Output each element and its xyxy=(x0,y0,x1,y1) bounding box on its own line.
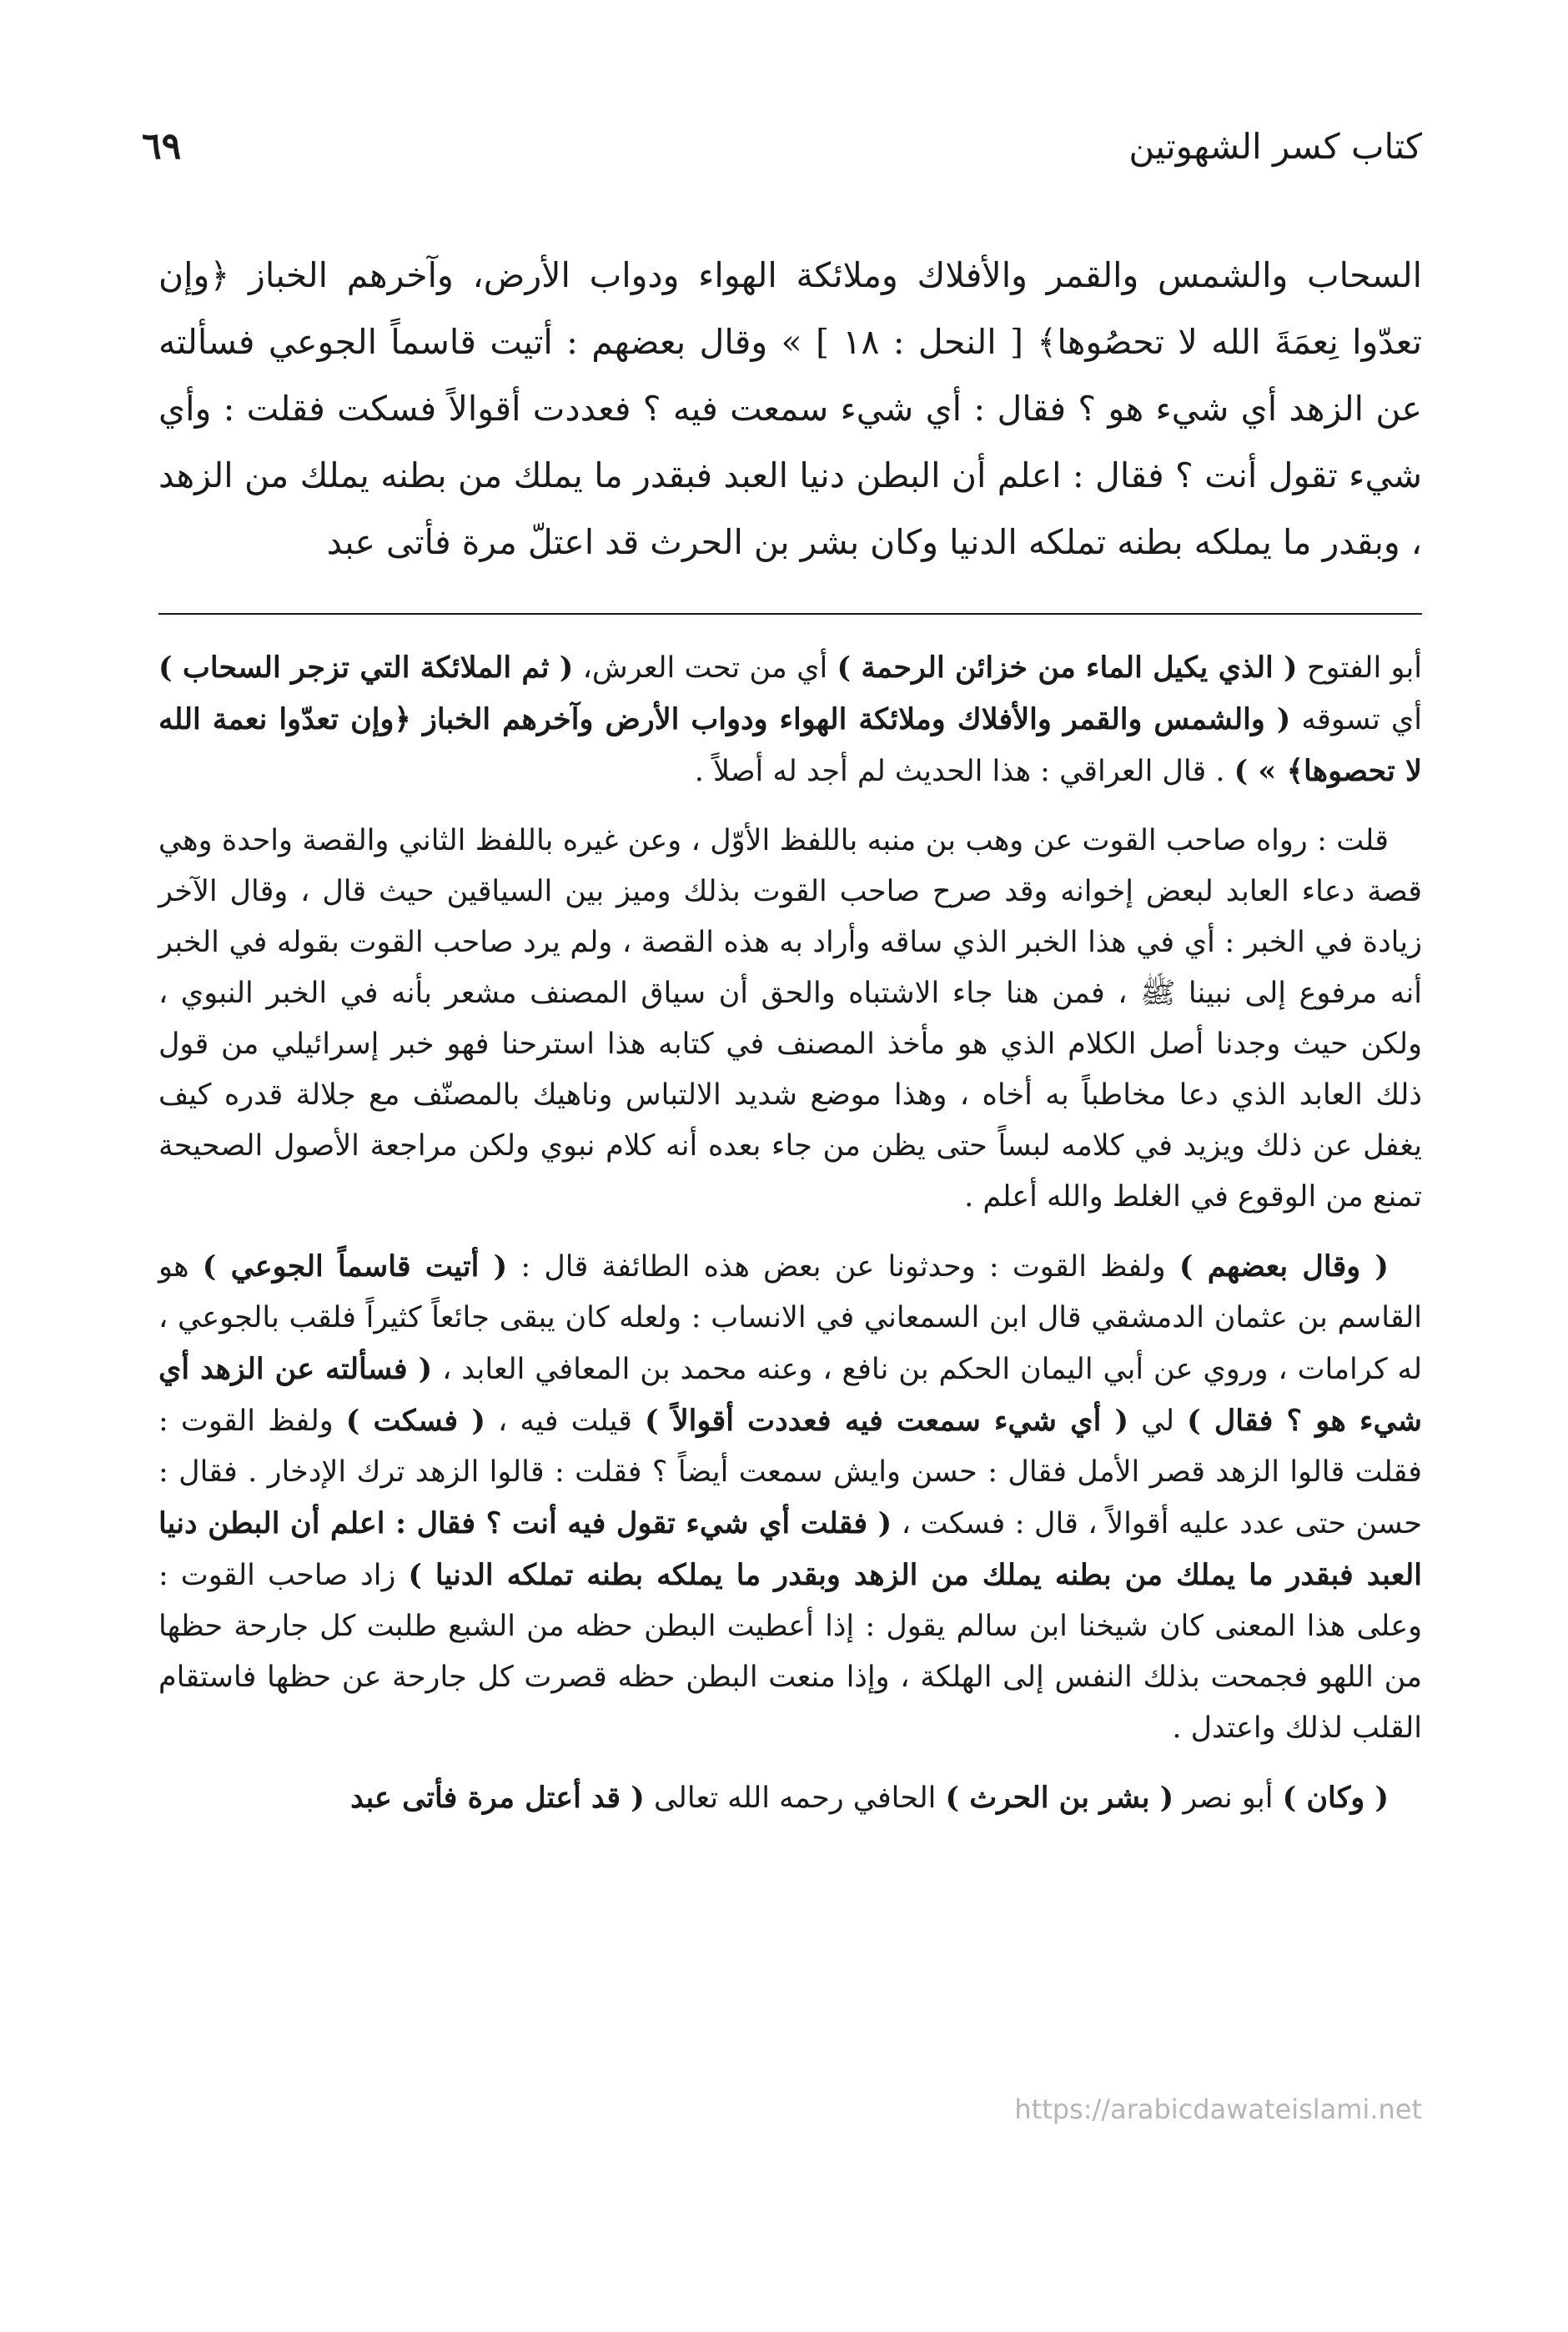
quoted-text: ( ثم الملائكة التي تزجر السحاب ) xyxy=(158,651,574,685)
watermark-url: https://arabicdawateislami.net xyxy=(1014,2093,1422,2125)
commentary-paragraph-3 xyxy=(158,1241,1422,1754)
main-paragraph: السحاب والشمس والقمر والأفلاك وملائكة الهواء ودواب الأرض، وآخرهم الخباز ﴿وإن تعدّوا نِعمَةَ الله لا تحصُوها﴾ [ النحل : ١٨ ] » وقال بعضهم : أتيت قاسماً الجوعي فسألته عن الزهد أي شيء هو ؟ فقال : أي شيء سمعت فيه ؟ فعددت أقوالاً فسكت فقلت : وأي شيء تقول أنت ؟ فقال : اعلم أن البطن دنيا العبد فبقدر ما يملك من بطنه يملك من الزهد ، وبقدر ما يملكه بطنه تملكه الدنيا وكان بشر بن الحرث قد اعتلّ مرة فأتى عبد xyxy=(158,255,1422,562)
quoted-text: ( فقلت أي شيء تقول فيه أنت ؟ فقال : اعلم أن البطن دنيا العبد فبقدر ما يملك من بطنه يملك من الزهد وبقدر ما يملكه بطنه تملكه الدنيا ) xyxy=(158,1506,1422,1592)
commentary-text: أي من تحت العرش، xyxy=(573,651,828,685)
commentary-text: ولفظ القوت : وحدثونا عن بعض هذه الطائفة قال : xyxy=(507,1250,1166,1284)
commentary-text: لي xyxy=(1128,1405,1174,1438)
commentary-text: أبو نصر xyxy=(1173,1782,1274,1815)
commentary-text: الحافي رحمه الله تعالى xyxy=(644,1782,937,1815)
quoted-text: ( والشمس والقمر والأفلاك وملائكة الهواء ودواب الأرض وآخرهم الخباز ﴿وإن تعدّوا نعمة الله لا تحصوها﴾ » ) xyxy=(158,702,1422,788)
commentary-text: هو القاسم بن عثمان الدمشقي قال ابن السمعاني في الانساب : ولعله كان يبقى جائعاً كثيراً فلقب بالجوعي ، له كرامات ، وروي عن أبي اليمان الحكم بن نافع ، وعنه محمد بن المعافي العابد ، xyxy=(158,1250,1422,1386)
commentary-text: أي تسوقه xyxy=(1290,703,1422,736)
running-title: كتاب كسر الشهوتين xyxy=(1128,125,1422,167)
commentary-paragraph-2: قلت : رواه صاحب القوت عن وهب بن منبه باللفظ الأوّل ، وعن غيره باللفظ الثاني والقصة واحدة وهي قصة دعاء العابد لبعض إخوانه وقد صرح صاحب القوت بذلك وميز بين السياقين حيث قال ، وقال الآخر زيادة في الخبر : أي في هذا الخبر الذي ساقه وأراد به هذه القصة ، ولم يرد صاحب القوت بقوله في الخبر أنه مرفوع إلى نبينا ﷺ ، فمن هنا جاء الاشتباه والحق أن سياق المصنف مشعر بأنه في الخبر النبوي ، ولكن حيث وجدنا أصل الكلام الذي هو مأخذ المصنف في كتابه هذا استرحنا فهو خبر إسرائيلي من قول ذلك العابد الذي دعا مخاطباً به أخاه ، وهذا موضع شديد الالتباس وناهيك بالمصنّف مع جلالة قدره كيف يغفل عن ذلك ويزيد في كلامه لبساً حتى يظن من جاء بعده أنه كلام نبوي ولكن مراجعة الأصول الصحيحة تمنع من الوقوع في الغلط والله أعلم . xyxy=(158,824,1422,1214)
quoted-text: ( بشر بن الحرث ) xyxy=(945,1781,1174,1815)
main-text xyxy=(158,242,1422,575)
commentary-paragraph-4 xyxy=(158,1772,1422,1824)
page-number: ٦٩ xyxy=(142,124,182,168)
commentary-text: قيلت فيه ، xyxy=(485,1405,632,1438)
commentary-text: زاد صاحب القوت : وعلى هذا المعنى كان شيخنا ابن سالم يقول : إذا أعطيت البطن حظه من الشبع طلبت كل جارحة حظها من اللهو فجمحت بذلك النفس إلى الهلكة ، وإذا منعت البطن حظه قصرت كل جارحة عن حظها فاستقام القلب لذلك واعتدل . xyxy=(158,1559,1422,1745)
quoted-text: ( قد أعتل مرة فأتى عبد xyxy=(350,1781,645,1815)
footnote-divider xyxy=(158,613,1422,615)
quoted-text: ( أي شيء سمعت فيه فعددت أقوالاً ) xyxy=(644,1404,1129,1438)
page-header xyxy=(142,117,1422,175)
commentary xyxy=(158,642,1422,1842)
commentary-paragraph-1 xyxy=(158,642,1422,797)
quoted-text: ( فسألته عن الزهد أي شيء هو ؟ فقال ) xyxy=(158,1352,1422,1438)
quoted-text: ( الذي يكيل الماء من خزائن الرحمة ) xyxy=(837,651,1298,685)
quoted-text: ( فسكت ) xyxy=(345,1404,485,1438)
quoted-text: ( وكان ) xyxy=(1282,1781,1389,1815)
commentary-text: أبو الفتوح xyxy=(1297,651,1422,685)
quoted-text: ( وقال بعضهم ) xyxy=(1179,1249,1389,1284)
commentary-text: . قال العراقي : هذا الحديث لم أجد له أصلاً . xyxy=(694,755,1225,788)
quoted-text: ( أتيت قاسماً الجوعي ) xyxy=(202,1249,508,1284)
commentary-text: ولفظ القوت : فقلت قالوا الزهد قصر الأمل فقال : حسن وايش سمعت أيضاً ؟ فقلت : قالوا الزهد ترك الإدخار . فقال : حسن حتى عدد عليه أقوالاً ، قال : فسكت ، xyxy=(158,1405,1422,1540)
